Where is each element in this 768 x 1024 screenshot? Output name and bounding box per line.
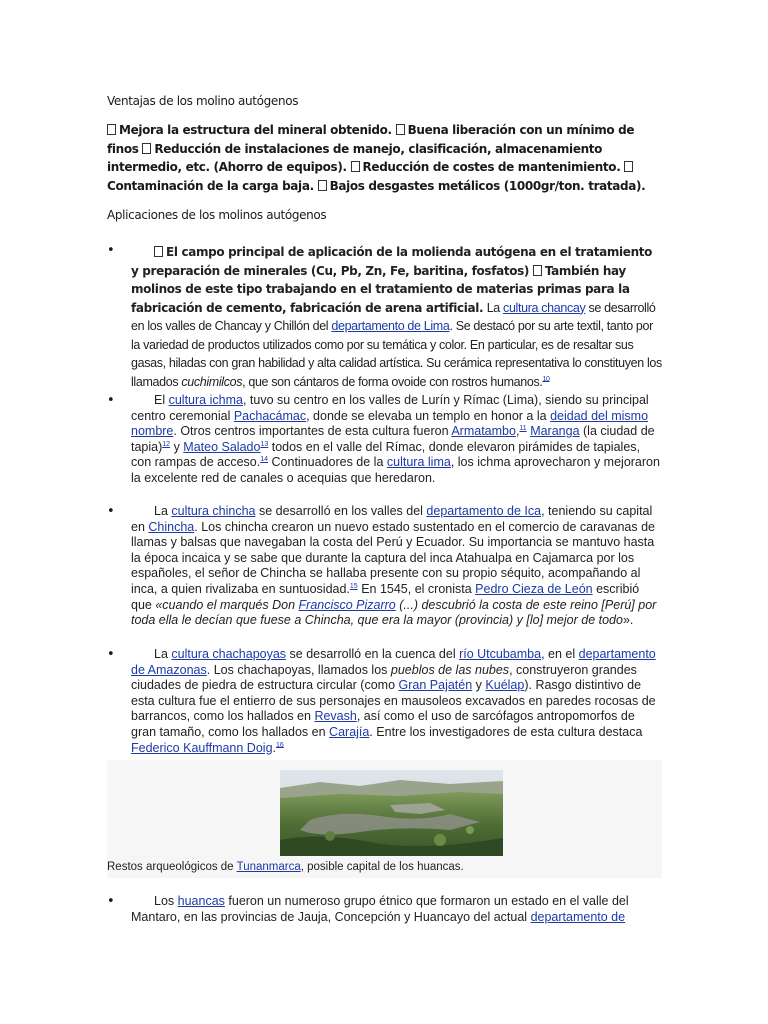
link-departamento-ica[interactable]: departamento de Ica <box>426 504 542 518</box>
link-kuelap[interactable]: Kuélap <box>485 678 525 693</box>
footnote-link[interactable]: 10 <box>542 375 550 383</box>
text: y <box>173 439 180 454</box>
link-huancas[interactable]: huancas <box>177 894 225 908</box>
advantage-text: Contaminación de la carga baja. <box>107 178 314 193</box>
box-glyph-icon <box>318 180 327 191</box>
bullet-icon: • <box>107 243 115 258</box>
bold-intro <box>131 243 663 391</box>
link-cultura-chancay[interactable]: cultura chancay <box>503 300 586 315</box>
text: se desarrolló en los valles del <box>258 504 423 518</box>
caption-text: Restos arqueológicos de <box>107 861 234 873</box>
bold-text: También hay molinos de este tipo trabajando en el tratamiento de materias primas para la fabricación de cemento, fabricación de arena artificial. <box>131 263 630 315</box>
link-cultura-ichma[interactable]: cultura ichma <box>168 393 243 407</box>
advantage-text: Buena liberación con un mínimo de finos <box>107 123 635 156</box>
heading-ventajas: Ventajas de los molino autógenos <box>107 94 299 108</box>
heading-aplicaciones: Aplicaciones de los molinos autógenos <box>107 208 327 222</box>
link-pachacamac[interactable]: Pachacámac <box>233 408 307 423</box>
link-tunanmarca[interactable]: Tunanmarca <box>236 861 301 873</box>
text: El <box>154 393 166 407</box>
box-glyph-icon <box>533 265 542 276</box>
text: (la ciudad de tapia) <box>131 424 655 454</box>
list-item-text <box>131 243 663 391</box>
text: . Se destacó por su arte textil, tanto por la variedad de productos utilizados como por su temática y color. En particular, es de resaltar sus gasas, hiladas con gran habilidad y alta calidad artística. Su cerámica representativa lo constituyen los llamados <box>131 319 662 389</box>
link-cieza-de-leon[interactable]: Pedro Cieza de León <box>475 581 593 596</box>
caption-text: , posible capital de los huancas. <box>300 861 464 873</box>
link-rio-utcubamba[interactable]: río Utcubamba <box>459 647 542 661</box>
list-item <box>107 504 663 629</box>
link-mateo-salado[interactable]: Mateo Salado <box>183 439 261 454</box>
text: se desarrolló en la cuenca del <box>289 647 456 661</box>
bold-text: El campo principal de aplicación de la molienda autógena en el tratamiento y preparación de minerales (Cu, Pb, Zn, Fe, baritina, fosfatos) <box>131 245 653 278</box>
text: La <box>154 647 168 661</box>
link-chincha[interactable]: Chincha <box>148 519 195 534</box>
landscape-image <box>280 770 503 856</box>
figure-caption <box>107 861 464 873</box>
bullet-icon: • <box>107 647 115 662</box>
text: . <box>272 740 277 755</box>
list-item-text <box>131 647 663 756</box>
list-item <box>107 393 663 487</box>
text: . Los chincha crearon un nuevo estado sustentado en el comercio de caravanas de llamas y balsas que navegaban la costa del Perú y Ecuador. Su importancia se mantuvo hasta la época incaica y se sabe que durante la captura del inca Atahualpa en Cajamarca por los españoles, el señor de Chincha se hallaba presente con su propio séquito, acompañando al inca, a quien rivalizaba en suntuosidad. <box>131 519 655 596</box>
footnote-link[interactable]: 15 <box>349 582 358 590</box>
italic-text: cuchimilcos <box>181 374 243 389</box>
tunanmarca-photo <box>280 770 503 856</box>
link-departamento-lima[interactable]: departamento de Lima <box>331 319 450 333</box>
text: , así como el uso de sarcófagos antropomorfos de gran tamaño, como los hallados en <box>131 709 635 739</box>
bullet-icon: • <box>107 894 115 909</box>
text: . Entre los investigadores de esta cultura destaca <box>369 724 643 739</box>
text: escribió que <box>131 581 640 612</box>
footnote-link[interactable]: 13 <box>260 440 269 448</box>
advantage-text: Mejora la estructura del mineral obtenido. <box>119 123 392 137</box>
italic-text: (...) descubrió la costa de este reino [Perú] por toda ella le decían que fuese a Chincha, que era la mayor (provincia) y [lo] mejor de todo <box>131 597 657 628</box>
list-item-text <box>131 894 663 925</box>
link-departamento-amazonas[interactable]: departamento de Amazonas <box>131 647 656 677</box>
link-cultura-chachapoyas[interactable]: cultura chachapoyas <box>171 647 287 661</box>
text: todos en el valle del Rímac, donde elevaron pirámides de tapiales, con rampas de acceso. <box>131 439 640 470</box>
text: ». <box>622 613 634 628</box>
text: y <box>475 678 482 693</box>
box-glyph-icon <box>142 143 151 154</box>
text: , teniendo su capital en <box>131 504 653 534</box>
link-departamento-de[interactable]: departamento de <box>530 909 626 924</box>
box-glyph-icon <box>396 124 405 135</box>
text: , los ichma aprovecharon y mejoraron la excelente red de canales o acequias que heredaron. <box>131 455 660 485</box>
footnote-link[interactable]: 16 <box>276 741 284 749</box>
box-glyph-icon <box>351 161 360 172</box>
list-item <box>107 894 663 925</box>
link-carajia[interactable]: Carajía <box>329 724 370 739</box>
text: , donde se elevaba un templo en honor a la <box>306 408 547 423</box>
link-cultura-chincha[interactable]: cultura chincha <box>171 504 256 518</box>
text: , que son cántaros de forma ovoide con rostros humanos. <box>242 374 543 389</box>
text: . Otros centros importantes de esta cultura fueron <box>173 424 449 439</box>
text: Continuadores de la <box>271 455 384 470</box>
list-item <box>107 647 663 756</box>
text: La <box>486 300 500 315</box>
figure-tunanmarca <box>107 760 662 878</box>
bullet-icon: • <box>107 504 115 519</box>
list-item-text <box>131 504 663 629</box>
list-item-text: El cultura ichma, tuvo su centro en los valles de Lurín y Rímac (Lima), siendo su principal centro ceremonial Pachacámac, donde se elevaba un templo en honor a la deidad del mismo nombre. Otros centros importantes de esta cultura fueron Armatambo,$^{11}$ Maranga (la ciudad de tapia)$^{12}$ y Mateo Salado$^{13}$ todos en el valle del Rímac, donde elevaron pirámides de tapiales, con rampas de acceso.$^{14}$ Continuadores de la cultura lima, los ichma aprovecharon y mejoraron la excelente red de canales o acequias que heredaron. <box>131 393 660 485</box>
text: La <box>154 504 168 518</box>
footnote-link[interactable]: 14 <box>260 456 269 464</box>
footnote-link[interactable]: 12 <box>162 440 171 448</box>
list-item <box>107 243 663 391</box>
text: ). Rasgo distintivo de esta cultura fue el entierro de sus personajes en mausoleos excavados en paredes rocosas de barrancos, como los hallados en <box>131 678 656 724</box>
text: se desarrolló en los valles de Chancay y Chillón del <box>131 300 656 333</box>
link-francisco-pizarro[interactable]: Francisco Pizarro <box>298 597 396 612</box>
link-maranga[interactable]: Maranga <box>530 424 580 439</box>
text: fueron un numeroso grupo étnico que formaron un estado en el valle del Mantaro, en las provincias de Jauja, Concepción y Huancayo del actual <box>131 894 629 924</box>
text: En 1545, el cronista <box>361 581 472 596</box>
link-kauffmann-doig[interactable]: Federico Kauffmann Doig <box>131 740 273 755</box>
text: . Los chachapoyas, llamados los <box>206 662 388 677</box>
box-glyph-icon <box>154 246 163 257</box>
text: Los <box>154 894 175 908</box>
bullet-icon: • <box>107 393 115 408</box>
advantage-text: Reducción de instalaciones de manejo, clasificación, almacenamiento intermedio, etc. (Ahorro de equipos). <box>107 141 603 174</box>
text: , en el <box>541 647 576 661</box>
advantage-text: Reducción de costes de mantenimiento. <box>362 160 621 174</box>
link-cultura-lima[interactable]: cultura lima <box>386 455 451 470</box>
advantages-paragraph <box>107 121 662 195</box>
box-glyph-icon <box>107 124 116 135</box>
link-armatambo[interactable]: Armatambo <box>451 424 516 439</box>
text: , tuvo su centro en los valles de Lurín y Rímac (Lima), siendo su principal centro ceremonial <box>131 393 649 423</box>
box-glyph-icon <box>624 161 633 172</box>
link-deidad[interactable]: deidad del mismo nombre <box>131 408 649 439</box>
advantage-text: Bajos desgastes metálicos (1000gr/ton. tratada). <box>329 178 646 193</box>
footnote-link[interactable]: 11 <box>519 425 527 433</box>
text: , construyeron grandes ciudades de piedra de estructura circular (como <box>131 662 637 693</box>
italic-text: «cuando el marqués Don <box>155 597 296 612</box>
italic-text: pueblos de las nubes <box>390 662 510 677</box>
link-revash[interactable]: Revash <box>314 709 357 724</box>
link-gran-pajaten[interactable]: Gran Pajatén <box>398 678 473 693</box>
